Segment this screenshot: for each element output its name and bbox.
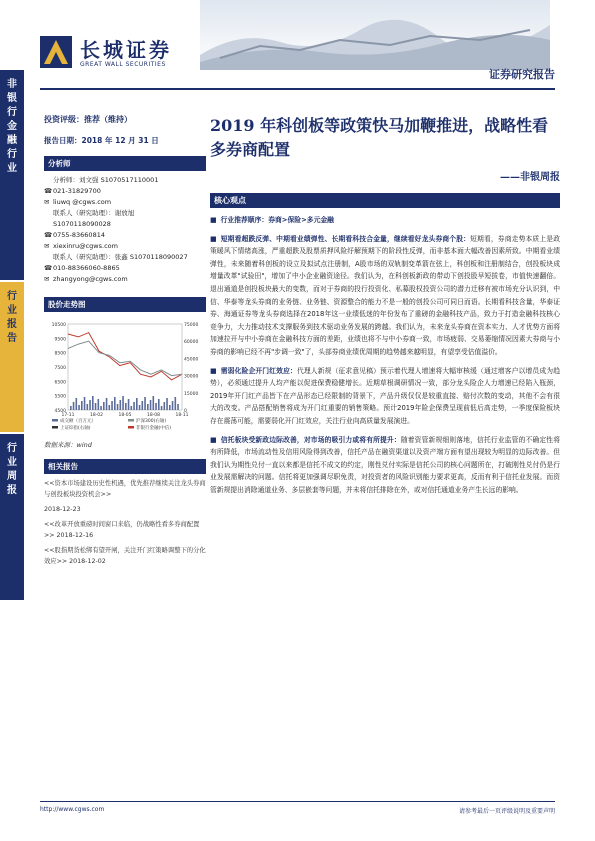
analyst-line: [44, 241, 206, 252]
great-wall-image: [200, 0, 550, 70]
volume-bar: [98, 399, 100, 410]
volume-bar: [175, 397, 177, 410]
report-title: 2019 年科创板等政策快马加鞭推进，战略性看多券商配置: [210, 116, 549, 159]
analyst-line-text: S1070118090028: [53, 220, 111, 228]
analyst-line-text: 分析师：刘文强 S1070517110001: [53, 176, 159, 184]
analyst-line: [44, 175, 206, 186]
logo-en-text: GREAT WALL SECURITIES: [80, 61, 166, 68]
legend-label: 成交额（百万元）: [60, 419, 96, 424]
footer-divider: [40, 801, 555, 802]
volume-bar: [81, 401, 83, 410]
strip-char: 业: [7, 163, 17, 174]
analyst-line-text: 010-88366060-8865: [53, 264, 120, 272]
strip-char: 报: [7, 319, 17, 330]
volume-bar: [139, 405, 141, 410]
volume-bar: [76, 398, 78, 410]
analyst-line-text: 0755-83660814: [53, 231, 105, 239]
volume-bar: [136, 398, 138, 410]
related-report-item[interactable]: 2018-12-23: [44, 506, 81, 513]
bullet-heading: 短期看超跌反弹、中期看业绩弹性、长期看科技合金量，继续看好龙头券商个股：: [220, 234, 471, 243]
logo-mark-icon: [40, 36, 72, 68]
volume-bar: [128, 399, 130, 410]
legend-swatch: [52, 426, 58, 429]
x-tick-label: 17-11: [61, 413, 75, 418]
page-header: [0, 0, 595, 92]
report-date: 报告日期：2018 年 12 月 31 日: [44, 136, 159, 145]
analyst-line: [44, 208, 206, 219]
volume-bar: [155, 403, 157, 410]
footer-note: 请参考最后一页评级说明及重要声明: [458, 808, 555, 815]
strip-char: 行: [7, 149, 17, 160]
volume-bar: [177, 404, 179, 410]
analyst-line: [44, 263, 206, 274]
strip-report-type: [0, 282, 24, 432]
phone-icon: ☎: [44, 264, 53, 272]
volume-bar: [125, 403, 127, 410]
volume-bar: [114, 397, 116, 410]
stock-price-chart: [44, 318, 206, 436]
x-tick-label: 18-05: [118, 413, 132, 418]
volume-bar: [84, 397, 86, 410]
email-icon: ✉: [44, 275, 50, 283]
strip-char: 周: [7, 471, 17, 482]
legend-label: 非银行金融(中信): [136, 426, 172, 431]
y-right-tick-label: 45000: [184, 357, 199, 363]
volume-bar: [142, 401, 144, 410]
strip-char: 告: [7, 333, 17, 344]
volume-bar: [100, 406, 102, 410]
main-content: [210, 114, 560, 496]
y-right-tick-label: 75000: [184, 323, 199, 328]
analyst-line: [44, 197, 206, 208]
strip-weekly: [0, 434, 24, 600]
y-left-tick-label: 9500: [54, 337, 66, 343]
y-left-tick-label: 10500: [51, 323, 66, 328]
y-left-tick-label: 5500: [54, 394, 66, 400]
y-left-tick-label: 7500: [54, 366, 66, 371]
strip-char: 报: [7, 485, 17, 496]
strip-char: 行: [7, 107, 17, 118]
bullet-heading: 需弱化险企开门红效应：: [220, 366, 297, 375]
volume-bar: [169, 405, 171, 410]
volume-bar: [131, 406, 133, 410]
related-report-item[interactable]: <<改革开放重磅时间窗口来临，仍战略性看多券商配置>> 2018-12-16: [44, 521, 200, 539]
legend-label: 沪深300(右轴): [136, 419, 167, 424]
y-right-tick-label: 60000: [184, 340, 199, 346]
volume-bar: [164, 402, 166, 410]
legend-label: 上证综指(右轴): [60, 426, 91, 431]
y-left-tick-label: 6500: [54, 380, 66, 386]
volume-bar: [147, 404, 149, 410]
analyst-line-text: zhangyong@cgws.com: [53, 275, 128, 283]
volume-bar: [120, 400, 122, 410]
volume-bar: [89, 400, 91, 410]
core-view-title: 核心观点: [210, 193, 560, 208]
strip-char: 业: [7, 457, 17, 468]
y-left-tick-label: 4500: [54, 409, 66, 414]
email-icon: ✉: [44, 242, 50, 250]
strip-char: 行: [7, 291, 17, 302]
strip-char: 非: [7, 79, 17, 90]
strip-char: 融: [7, 135, 17, 146]
analyst-line: [44, 186, 206, 197]
x-tick-label: 18-08: [146, 413, 161, 418]
investment-rating: 投资评级：推荐（维持）: [44, 115, 132, 124]
volume-bar: [122, 396, 124, 410]
legend-swatch: [52, 419, 58, 422]
x-tick-label: 18-02: [89, 413, 104, 418]
phone-icon: ☎: [44, 187, 53, 195]
bullet-heading: 行业推荐顺序：券商>保险>多元金融: [220, 216, 334, 224]
analyst-line-text: liuwq @cgws.com: [53, 198, 112, 206]
bullet-body: 短期看，券商走势本质上是政策暖风下情绪高涨，严重超跌及股票质押风险纾解预期下的阶段性反弹，而非基本面大幅改善因素所致。中期看业绩弹性，未来随着科创板的设立及拟试点注册制，A股市场的双轨制变革箭在弦上，科创板和注册制结合，创投板块成增量改革"试验田"，增加了中小企业融资途径。我们认为，在科创板新政的带动下创投股早短拔卷，市值快速翻倍。退出通道是创投板块最大的变数，而对于券商的投行投资化、私募股权投资公司的潜力迁移有被市场充分认识到，中信、华泰等龙头券商的业务链、业务链、资源整合的能力不是一般的创投公司可同日而语。长期看科技含量，华泰证券、海通证券等龙头券商选择在2018年这一业绩低迷的年份发布了重磅的金融科技产品，致力于打造金融科技核心竞争力，大力推动技术支撑服务到技术驱动业务发展的跨越。我们认为，未来龙头券商在资本实力、人才优势方面将加速拉开与中小券商在金融科技方面的差距，业绩也将不与中小券商一致，市场疲弱、交易萎缩情况因素大券商与小券商的影响已经不再"步调一致"了，头部券商业绩优周期的趋势越来越明显，有望享受估值溢价。: [210, 234, 561, 356]
analyst-line-text: 联系人（研究助理）：张鑫 S1070118090027: [53, 253, 188, 261]
volume-bar: [144, 397, 146, 410]
analyst-line-text: xiexinru@cgws.com: [53, 242, 118, 250]
strip-char: 金: [7, 121, 17, 132]
bullet-square-icon: ■: [210, 234, 217, 243]
related-reports-list: [44, 478, 206, 567]
header-divider: [40, 88, 555, 90]
core-bullet: [210, 434, 560, 497]
y-left-tick-label: 8500: [54, 351, 66, 357]
volume-bar: [150, 400, 152, 410]
core-bullets: [210, 214, 560, 496]
volume-bar: [161, 406, 163, 410]
legend-swatch: [128, 426, 134, 429]
y-right-tick-label: 15000: [184, 391, 199, 397]
volume-bar: [158, 399, 160, 410]
core-bullet: [210, 365, 560, 428]
strip-char: 银: [7, 93, 17, 104]
volume-bar: [153, 396, 155, 410]
analyst-list: [44, 175, 206, 285]
analyst-line-text: 021-31829700: [53, 187, 101, 195]
side-strip: [0, 70, 24, 600]
report-subtitle: ——非银周报: [500, 172, 560, 183]
bullet-square-icon: ■: [210, 366, 217, 375]
phone-icon: ☎: [44, 231, 53, 239]
volume-bar: [87, 404, 89, 410]
chart-source: 数据来源：wind: [44, 441, 92, 449]
related-section-title: 相关报告: [44, 459, 206, 474]
core-bullet: [210, 214, 560, 227]
volume-bar: [92, 396, 94, 410]
volume-bar: [111, 401, 113, 410]
volume-bar: [106, 398, 108, 410]
bullet-heading: 信托板块受新政边际改善，对市场的吸引力或将有所提升：: [220, 435, 401, 444]
bullet-body: 代理人新规（征求意见稿）预示着代理人增速将大幅审核缓（通过增客户以增员成为趋势），必须通过提升人均产能以促进保费稳健增长。近期草根调研情况一致，部分龙头险企人力增速已经陷入瓶颈，2019年开门红产品皆下在产品形态已经限制的背景下，产品升级仅仅是较重直接、赔付次数的变动，其他不会有很大的改变。产品搭配销售将成为开门红重要的销售策略。预计2019年险企保费呈现前低后高走势，一季度保险板块存在震荡可能，需要弱化开门红效应，关注行业向高质量发展演进。: [210, 366, 560, 425]
related-report-item[interactable]: <<股指期货松绑有望开闸，关注开门红策略调整下的分化效应>> 2018-12-02: [44, 547, 206, 565]
strip-char: 业: [7, 305, 17, 316]
bullet-body: 随着资管新规细则落地，信托行业监管的不确定性将有所降低，市场流动性及信用风险得到改善，信托产品在融资渠道以及资产端方面有望出现较为明显的边际改善。但我们认为期性兑付一直以来都是信托不成文的约定，刚性兑付实际是信托公司的核心问题所在，打破刚性兑付仍是行业发展需解决的问题。信托将更加强调尽职免责，对投资者的风险识别能力要求更高，反而有利于信托业发展。而资管新规提出消除通道业务、多层嵌套等问题，并未将信托排除在外，或对信托通道业务产生长远的影响。: [210, 435, 560, 494]
volume-bar: [166, 398, 168, 410]
company-logo: [40, 34, 190, 74]
volume-bar: [133, 402, 135, 410]
legend-swatch: [128, 419, 134, 422]
report-type-label: 证券研究报告: [489, 68, 555, 81]
email-icon: ✉: [44, 198, 50, 206]
volume-bar: [109, 405, 111, 410]
volume-bar: [117, 404, 119, 410]
left-column: [44, 114, 206, 571]
volume-bar: [172, 401, 174, 410]
footer-url[interactable]: http://www.cgws.com: [40, 806, 105, 813]
volume-bar: [95, 403, 97, 410]
analyst-line: [44, 252, 206, 263]
logo-cn-text: 长城证券: [80, 38, 172, 62]
analyst-section-title: 分析师: [44, 156, 206, 171]
related-report-item[interactable]: <<资本市场建设历史性机遇，优先推荐继续关注龙头券商与创投板块投资机会>>: [44, 480, 206, 498]
y-right-tick-label: 30000: [184, 374, 199, 380]
strip-char: 行: [7, 443, 17, 454]
volume-bar: [103, 402, 105, 410]
chart-section-title: 股价走势图: [44, 297, 206, 312]
analyst-line: [44, 219, 206, 230]
bullet-square-icon: ■: [210, 216, 217, 224]
analyst-line: [44, 274, 206, 285]
volume-bar: [70, 406, 72, 410]
analyst-line: [44, 230, 206, 241]
core-bullet: [210, 233, 560, 359]
bullet-square-icon: ■: [210, 435, 217, 444]
x-tick-label: 18-11: [175, 413, 189, 418]
analyst-line-text: 联系人（研究助理）：谢放旭: [53, 209, 135, 217]
volume-bar: [78, 405, 80, 410]
y-right-tick-label: 0: [184, 409, 187, 414]
volume-bar: [73, 402, 75, 410]
strip-industry: [0, 70, 24, 280]
